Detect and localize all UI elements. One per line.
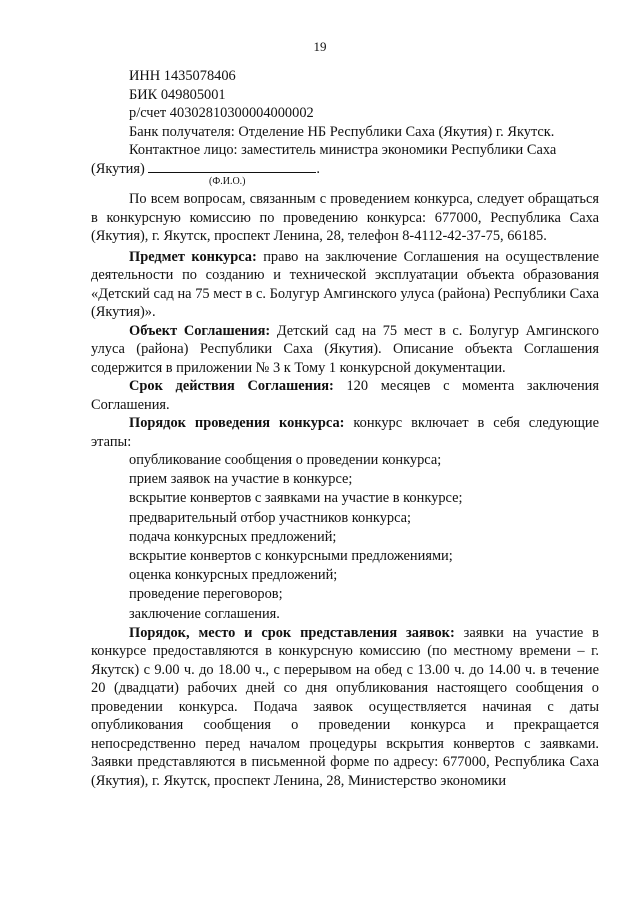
applications-label: Порядок, место и срок представления заявок: <box>129 624 455 641</box>
contact-region: (Якутия) <box>91 160 145 177</box>
account-line: р/счет 40302810300004000002 <box>129 105 314 121</box>
object-text: Детский сад на 75 мест в с. Болугур Амгинского улуса (района) Республики Саха (Якутия). Описание объекта Соглашения содержится в приложении № 3 к Тому 1 конкурсной документации. <box>91 322 599 376</box>
contact-end: . <box>316 160 320 177</box>
object-label: Объект Соглашения: <box>129 322 271 339</box>
page-number: 19 <box>313 39 327 54</box>
bank-line: Банк получателя: Отделение НБ Республики Саха (Якутия) г. Якутск. <box>129 123 555 140</box>
inn-line: ИНН 1435078406 <box>129 68 236 84</box>
list-item: вскрытие конвертов с конкурсными предложениями; <box>129 548 453 565</box>
list-item: подача конкурсных предложений; <box>129 528 337 545</box>
questions-paragraph: По всем вопросам, связанным с проведением конкурса, следует обращаться в конкурсную комиссию по проведению конкурса: 677000, Республика Саха (Якутия), г. Якутск, проспект Ленина, 28, телефон 8-4112-42-37-75, 66185. <box>91 191 599 244</box>
term-label: Срок действия Соглашения: <box>129 378 334 394</box>
procedure-label: Порядок проведения конкурса: <box>129 415 345 431</box>
list-item: оценка конкурсных предложений; <box>129 567 338 584</box>
applications-text: заявки на участие в конкурсе предоставляются в конкурсную комиссию (по местному времени – г. Якутск) с 9.00 ч. до 18.00 ч., с перерывом на обед с 13.00 ч. до 14.00 ч. в течение 20 (двадцати) рабочих дней со дня опубликования настоящего сообщения о проведении конкурса. Подача заявок осуществляется начиная с даты опубликования сообщения о проведении конкурса и прекращается непосредственно перед началом процедуры вскрытия конвертов с заявками. Заявки представляются в письменной форме по адресу: 677000, Республика Саха (Якутия), г. Якутск, проспект Ленина, 28, Министерство экономики <box>91 624 599 789</box>
list-item: предварительный отбор участников конкурса; <box>129 509 412 526</box>
document-body <box>91 67 599 790</box>
applications-paragraph <box>91 624 599 791</box>
list-item: вскрытие конвертов с заявками на участие в конкурсе; <box>129 490 463 507</box>
list-item: проведение переговоров; <box>129 586 283 603</box>
fio-caption: (Ф.И.О.) <box>209 176 246 187</box>
procedure-stages-list <box>91 451 599 624</box>
subject-text: право на заключение Соглашения на осуществление деятельности по созданию и технической эксплуатации объекта образования «Детский сад на 75 мест в с. Болугур Амгинского улуса (района) Республики Саха (Якутия)». <box>91 248 599 320</box>
bik-line: БИК 049805001 <box>129 86 226 103</box>
contact-line: Контактное лицо: заместитель министра экономики Республики Саха <box>129 142 557 158</box>
term-text: 120 месяцев с момента заключения Соглашения. <box>91 378 600 413</box>
procedure-paragraph <box>91 414 599 451</box>
list-item: заключение соглашения. <box>129 605 280 622</box>
list-item: прием заявок на участие в конкурсе; <box>129 471 353 488</box>
list-item: опубликование сообщения о проведении конкурса; <box>129 452 442 468</box>
fio-blank-line <box>148 160 316 173</box>
procedure-text: конкурс включает в себя следующие этапы: <box>91 415 599 450</box>
term-paragraph <box>91 377 599 414</box>
object-paragraph <box>91 322 599 378</box>
subject-label: Предмет конкурса: <box>129 248 257 265</box>
subject-paragraph <box>91 248 599 322</box>
